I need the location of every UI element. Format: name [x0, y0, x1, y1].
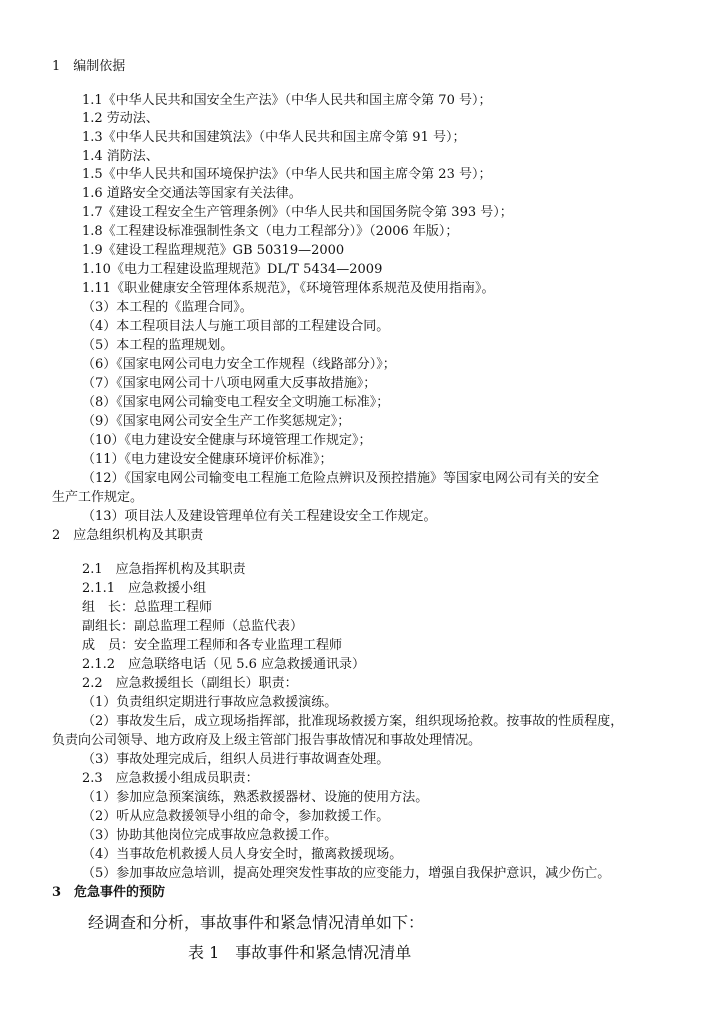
basis-item: （9）《国家电网公司安全生产工作奖惩规定》； — [82, 414, 351, 429]
basis-item: 1.8《工程建设标准强制性条文（电力工程部分）》（2006 年版）； — [82, 224, 459, 239]
org-item: 2.1.1 应急救援小组 — [82, 581, 207, 596]
org-item: 副组长：副总监理工程师（总监代表） — [82, 619, 304, 634]
org-item: （3）协助其他岗位完成事故应急救援工作。 — [82, 828, 338, 843]
basis-item: （13）项目法人及建设管理单位有关工程建设安全工作规定。 — [82, 509, 437, 524]
org-item: （2）事故发生后，成立现场指挥部，批准现场救援方案，组织现场抢救。按事故的性质程度， — [82, 714, 624, 729]
basis-item: （10）《电力建设安全健康与环境管理工作规定》； — [82, 433, 372, 448]
basis-item-continued: 生产工作规定。 — [52, 490, 144, 505]
org-item: 2.1.2 应急联络电话（见 5.6 应急救援通讯录） — [82, 657, 366, 672]
org-item: （3）事故处理完成后，组织人员进行事故调查处理。 — [82, 752, 390, 767]
basis-item: （3）本工程的《监理合同》。 — [82, 300, 253, 315]
org-item: 2.3 应急救援小组成员职责： — [82, 771, 259, 786]
org-item: 成 员：安全监理工程师和各专业监理工程师 — [82, 638, 343, 653]
org-item: 2.2 应急救援组长（副组长）职责： — [82, 676, 298, 691]
basis-item: 1.6 道路安全交通法等国家有关法律。 — [82, 186, 302, 201]
basis-item: 1.5《中华人民共和国环境保护法》（中华人民共和国主席令第 23 号）； — [82, 167, 492, 182]
basis-item: 1.9《建设工程监理规范》GB 50319—2000 — [82, 243, 345, 258]
section-1-heading: 1 编制依据 — [52, 59, 126, 74]
org-item: （1）负责组织定期进行事故应急救援演练。 — [82, 695, 338, 710]
basis-item: （6）《国家电网公司电力安全工作规程（线路部分）》； — [82, 357, 396, 372]
basis-item: 1.1《中华人民共和国安全生产法》（中华人民共和国主席令第 70 号）； — [82, 93, 492, 108]
org-item: （4）当事故危机救援人员人身安全时，撤离救援现场。 — [82, 847, 403, 862]
basis-item: 1.10《电力工程建设监理规范》DL/T 5434—2009 — [82, 262, 383, 277]
basis-item: 1.2 劳动法、 — [82, 111, 159, 126]
org-item: 2.1 应急指挥机构及其职责 — [82, 562, 246, 577]
basis-item: 1.4 消防法、 — [82, 149, 159, 164]
basis-item: （8）《国家电网公司输变电工程安全文明施工标准》； — [82, 395, 390, 410]
basis-item: （11）《电力建设安全健康环境评价标准》； — [82, 452, 333, 467]
basis-item: （12）《国家电网公司输变电工程施工危险点辨识及预控措施》等国家电网公司有关的安全 — [82, 471, 600, 486]
org-item-continued: 负责向公司领导、地方政府及上级主管部门报告事故情况和事故处理情况。 — [52, 733, 482, 748]
org-item: （5）参加事故应急培训，提高处理突发性事故的应变能力，增强自我保护意识，减少伤亡。 — [82, 866, 611, 881]
table-caption: 表 1 事故事件和紧急情况清单 — [188, 943, 412, 962]
basis-item: 1.11《职业健康安全管理体系规范》，《环境管理体系规范及使用指南》。 — [82, 281, 495, 296]
basis-item: 1.3《中华人民共和国建筑法》（中华人民共和国主席令第 91 号）； — [82, 130, 466, 145]
org-item: （2）听从应急救援领导小组的命令，参加救援工作。 — [82, 809, 390, 824]
basis-item: （4）本工程项目法人与施工项目部的工程建设合同。 — [82, 319, 390, 334]
basis-item: （7）《国家电网公司十八项电网重大反事故措施》； — [82, 376, 377, 391]
basis-item: （5）本工程的监理规划。 — [82, 338, 234, 353]
basis-item: 1.7《建设工程安全生产管理条例》（中华人民共和国国务院令第 393 号）； — [82, 205, 513, 220]
section-2-heading: 2 应急组织机构及其职责 — [52, 528, 204, 543]
section-3-intro: 经调查和分析，事故事件和紧急情况清单如下： — [88, 913, 425, 932]
section-3-heading: 3 危急事件的预防 — [52, 885, 166, 900]
org-item: （1）参加应急预案演练，熟悉救援器材、设施的使用方法。 — [82, 790, 429, 805]
org-item: 组 长：总监理工程师 — [82, 600, 213, 615]
